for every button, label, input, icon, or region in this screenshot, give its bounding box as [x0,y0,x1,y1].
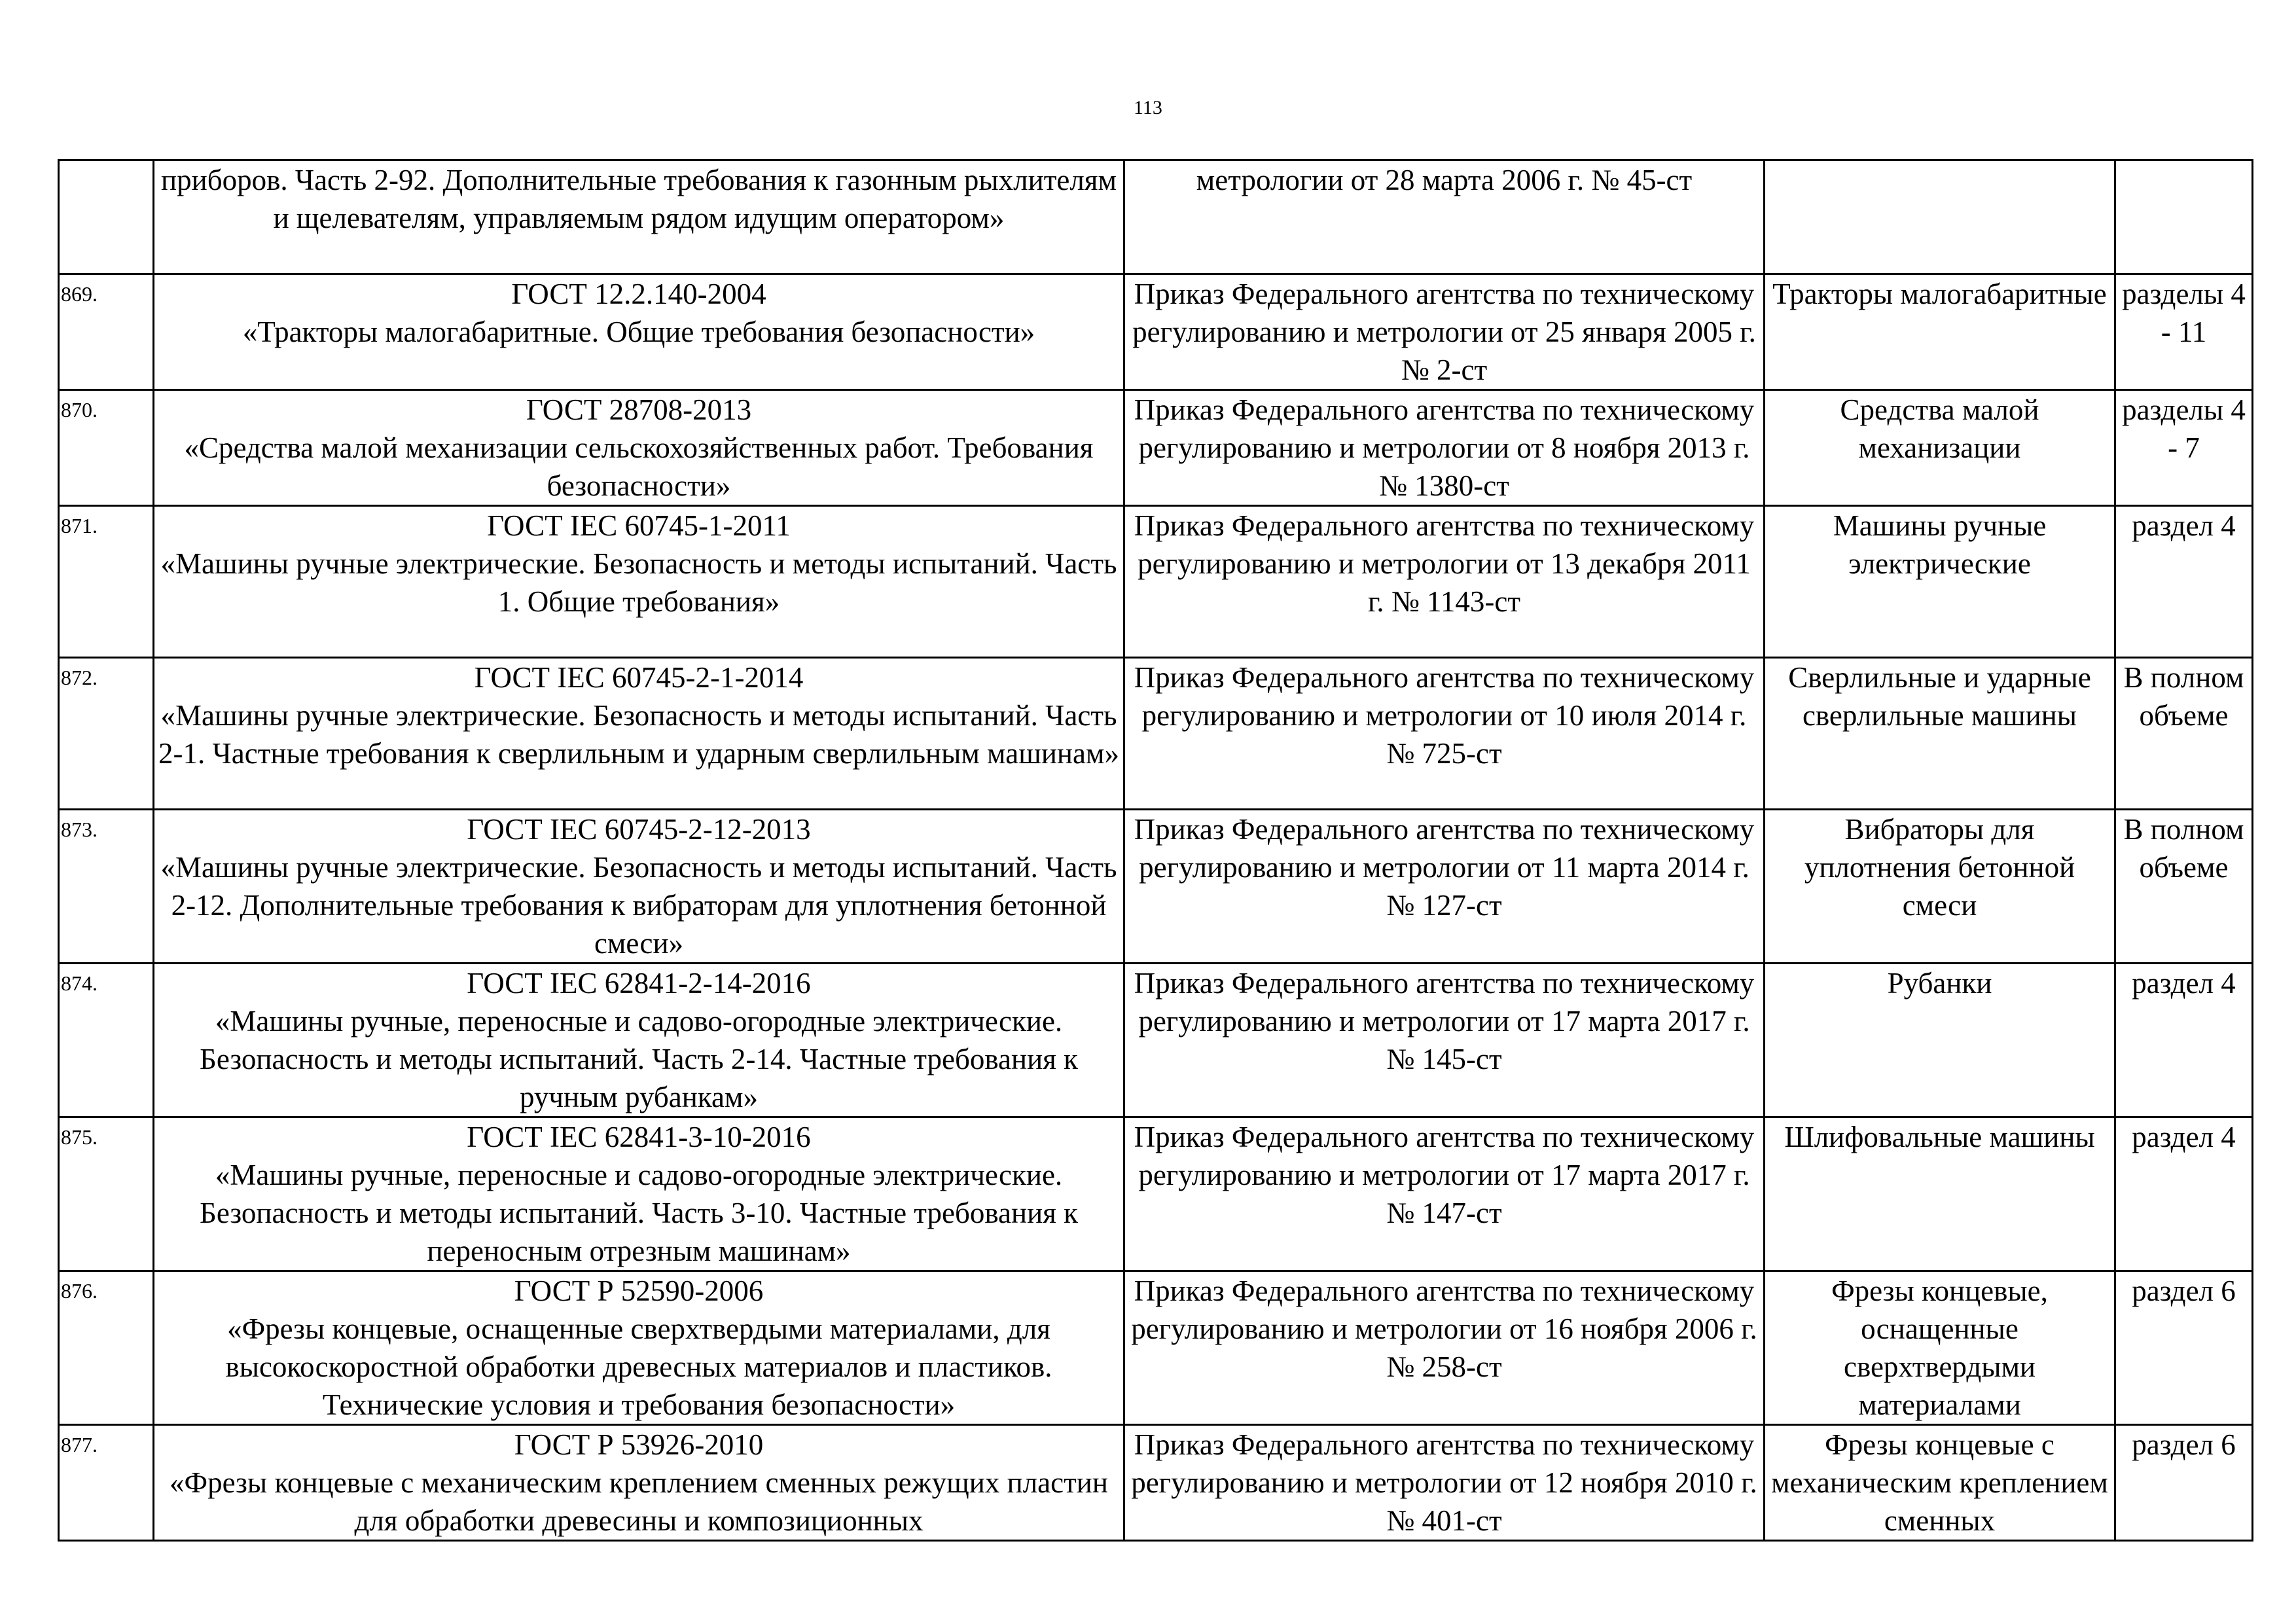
table-row [59,1425,2253,1541]
table-row [59,274,2253,390]
row-number [59,160,154,274]
standard-name: «Фрезы концевые с механическим креплением сменных режущих пластин для обработки древесины и композиционных [170,1466,1108,1537]
regulated-object: Фрезы концевые, оснащенные сверхтвердыми материалами [1765,1271,2115,1425]
standard-name: «Машины ручные, переносные и садово-огородные электрические. Безопасность и методы испытаний. Часть 2-14. Частные требования к ручным рубанкам» [200,1005,1078,1113]
applicable-sections: раздел 4 [2115,1117,2253,1271]
approval-order: Приказ Федерального агентства по техническому регулированию и метрологии от 16 ноября 2006 г. № 258-ст [1124,1271,1765,1425]
regulated-object: Шлифовальные машины [1765,1117,2115,1271]
standard-cell [154,1425,1124,1541]
standard-name: «Машины ручные, переносные и садово-огородные электрические. Безопасность и методы испытаний. Часть 3-10. Частные требования к переносным отрезным машинам» [200,1159,1078,1267]
standard-name: «Машины ручные электрические. Безопасность и методы испытаний. Часть 1. Общие требования» [160,547,1117,618]
standard-code: ГОСТ 28708-2013 [526,393,752,426]
standard-name: «Машины ручные электрические. Безопасность и методы испытаний. Часть 2-1. Частные требования к сверлильным и ударным сверлильным машинам» [158,699,1119,770]
standard-cell [154,964,1124,1117]
applicable-sections: раздел 6 [2115,1425,2253,1541]
standard-code: ГОСТ IEC 60745-2-1-2014 [474,661,804,694]
approval-order: Приказ Федерального агентства по техническому регулированию и метрологии от 10 июля 2014 г. № 725-ст [1124,658,1765,810]
row-number: 873. [59,810,154,964]
approval-order: Приказ Федерального агентства по техническому регулированию и метрологии от 8 ноября 2013 г. № 1380-ст [1124,390,1765,506]
table-row [59,810,2253,964]
applicable-sections [2115,160,2253,274]
standard-name: «Тракторы малогабаритные. Общие требования безопасности» [242,316,1035,348]
row-number: 872. [59,658,154,810]
regulated-object: Средства малой механизации [1765,390,2115,506]
standard-code: ГОСТ Р 52590-2006 [514,1274,764,1307]
regulated-object: Вибраторы для уплотнения бетонной смеси [1765,810,2115,964]
applicable-sections: разделы 4 - 7 [2115,390,2253,506]
row-number: 869. [59,274,154,390]
standards-table [58,159,2253,1542]
standard-name: «Фрезы концевые, оснащенные сверхтвердыми материалами, для высокоскоростной обработки древесных материалов и пластиков. Технические условия и требования безопасности» [225,1312,1052,1421]
approval-order: Приказ Федерального агентства по техническому регулированию и метрологии от 12 ноября 2010 г. № 401-ст [1124,1425,1765,1541]
standard-cell [154,1117,1124,1271]
table-row [59,506,2253,658]
standard-code: ГОСТ IEC 60745-1-2011 [487,509,791,542]
applicable-sections: раздел 4 [2115,506,2253,658]
row-number: 876. [59,1271,154,1425]
table-row [59,964,2253,1117]
regulated-object [1765,160,2115,274]
standard-code: ГОСТ IEC 62841-3-10-2016 [467,1121,811,1153]
table-body [59,160,2253,1541]
standard-code: ГОСТ 12.2.140-2004 [511,278,766,310]
page-number: 113 [1134,97,1162,118]
standard-cell [154,160,1124,274]
applicable-sections: В полном объеме [2115,810,2253,964]
approval-order: Приказ Федерального агентства по техническому регулированию и метрологии от 11 марта 2014 г.№ 127-ст [1124,810,1765,964]
standard-cell [154,390,1124,506]
row-number: 877. [59,1425,154,1541]
standard-cell [154,1271,1124,1425]
row-number: 874. [59,964,154,1117]
applicable-sections: В полном объеме [2115,658,2253,810]
table-row [59,1271,2253,1425]
regulated-object: Тракторы малогабаритные [1765,274,2115,390]
approval-order: Приказ Федерального агентства по техническому регулированию и метрологии от 17 марта 2017 г. № 147-ст [1124,1117,1765,1271]
table-row [59,658,2253,810]
regulated-object: Фрезы концевые с механическим креплением сменных [1765,1425,2115,1541]
applicable-sections: раздел 4 [2115,964,2253,1117]
standard-cell [154,506,1124,658]
table-row [59,160,2253,274]
regulated-object: Машины ручные электрические [1765,506,2115,658]
approval-order: Приказ Федерального агентства по техническому регулированию и метрологии от 17 марта 2017 г. № 145-ст [1124,964,1765,1117]
standard-code: ГОСТ IEC 60745-2-12-2013 [467,813,811,846]
approval-order: Приказ Федерального агентства по техническому регулированию и метрологии от 13 декабря 2011 г. № 1143-ст [1124,506,1765,658]
row-number: 875. [59,1117,154,1271]
row-number: 871. [59,506,154,658]
standard-name: «Средства малой механизации сельскохозяйственных работ. Требования безопасности» [184,431,1094,502]
standard-code: ГОСТ Р 53926-2010 [514,1428,764,1461]
approval-order: метрологии от 28 марта 2006 г. № 45-ст [1124,160,1765,274]
applicable-sections: разделы 4 - 11 [2115,274,2253,390]
standard-name: «Машины ручные электрические. Безопасность и методы испытаний. Часть 2-12. Дополнительные требования к вибраторам для уплотнения бетонной смеси» [160,851,1117,960]
standard-cell [154,658,1124,810]
table-row [59,1117,2253,1271]
regulated-object: Сверлильные и ударные сверлильные машины [1765,658,2115,810]
standard-name: приборов. Часть 2-92. Дополнительные требования к газонным рыхлителям и щелевателям, управляемым рядом идущим оператором» [161,164,1117,234]
approval-order: Приказ Федерального агентства по техническому регулированию и метрологии от 25 января 2005 г. № 2-ст [1124,274,1765,390]
standard-cell [154,810,1124,964]
standard-cell [154,274,1124,390]
regulated-object: Рубанки [1765,964,2115,1117]
row-number: 870. [59,390,154,506]
table-row [59,390,2253,506]
standard-code: ГОСТ IEC 62841-2-14-2016 [467,967,811,1000]
applicable-sections: раздел 6 [2115,1271,2253,1425]
